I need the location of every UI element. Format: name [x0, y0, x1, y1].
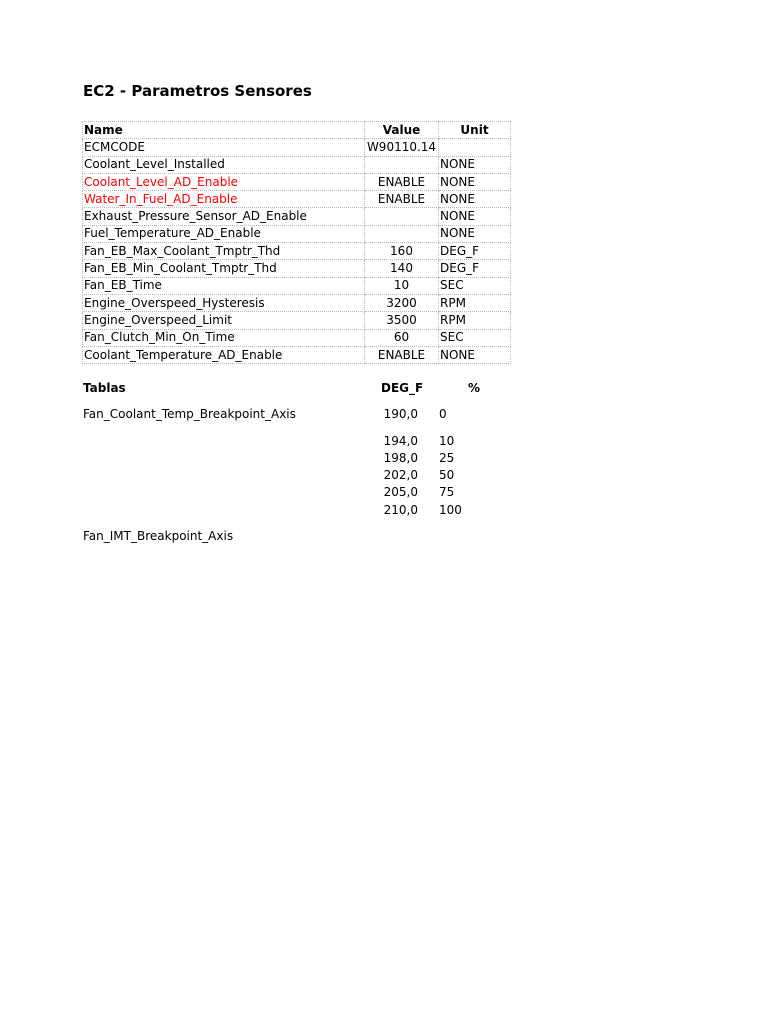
cell-value: [365, 208, 439, 225]
cell-unit: RPM: [439, 294, 511, 311]
page-title: EC2 - Parametros Sensores: [83, 82, 312, 100]
table-header-row: [83, 122, 511, 139]
cell-name: Engine_Overspeed_Limit: [83, 312, 365, 329]
cell-value: ENABLE: [365, 346, 439, 363]
cell-value: ENABLE: [365, 173, 439, 190]
cell-name: Engine_Overspeed_Hysteresis: [83, 294, 365, 311]
cell-value: [365, 225, 439, 242]
table-row: [83, 173, 511, 190]
cell-name: Fuel_Temperature_AD_Enable: [83, 225, 365, 242]
fan-coolant-axis-label: Fan_Coolant_Temp_Breakpoint_Axis: [83, 407, 296, 421]
table-row: [83, 208, 511, 225]
cell-unit: DEG_F: [439, 243, 511, 260]
axis-deg-value: 202,0: [383, 468, 418, 482]
table-row: [83, 225, 511, 242]
header-value: Value: [365, 122, 439, 139]
table-row: [83, 294, 511, 311]
cell-name: Fan_EB_Time: [83, 277, 365, 294]
cell-value: ENABLE: [365, 191, 439, 208]
cell-unit: NONE: [439, 225, 511, 242]
cell-value: 160: [365, 243, 439, 260]
tablas-header-pct: %: [468, 381, 481, 395]
axis-pct-value: 75: [439, 485, 455, 499]
table-row: [83, 191, 511, 208]
cell-name: Coolant_Temperature_AD_Enable: [83, 346, 365, 363]
tablas-header-deg: DEG_F: [381, 381, 424, 395]
table-row: [83, 260, 511, 277]
cell-name: Exhaust_Pressure_Sensor_AD_Enable: [83, 208, 365, 225]
cell-name: Coolant_Level_Installed: [83, 156, 365, 173]
axis-pct-value: 25: [439, 451, 455, 465]
cell-value: 3500: [365, 312, 439, 329]
table-row: [83, 156, 511, 173]
cell-unit: NONE: [439, 173, 511, 190]
cell-unit: SEC: [439, 329, 511, 346]
axis-deg-value: 190,0: [383, 407, 418, 421]
cell-value: 60: [365, 329, 439, 346]
cell-name: Water_In_Fuel_AD_Enable: [83, 191, 365, 208]
cell-unit: NONE: [439, 191, 511, 208]
cell-unit: DEG_F: [439, 260, 511, 277]
table-row: [83, 277, 511, 294]
header-name: Name: [83, 122, 365, 139]
cell-value: 3200: [365, 294, 439, 311]
axis-pct-value: 0: [439, 407, 447, 421]
cell-unit: SEC: [439, 277, 511, 294]
cell-unit: [439, 139, 511, 156]
cell-name: Fan_Clutch_Min_On_Time: [83, 329, 365, 346]
cell-name: ECMCODE: [83, 139, 365, 156]
axis-deg-value: 210,0: [383, 503, 418, 517]
fan-imt-axis-label: Fan_IMT_Breakpoint_Axis: [83, 529, 234, 543]
table-row: [83, 139, 511, 156]
cell-value: 140: [365, 260, 439, 277]
axis-pct-value: 10: [439, 434, 455, 448]
axis-deg-value: 205,0: [383, 485, 418, 499]
cell-unit: NONE: [439, 156, 511, 173]
header-unit: Unit: [439, 122, 511, 139]
cell-unit: NONE: [439, 208, 511, 225]
axis-pct-value: 50: [439, 468, 455, 482]
parameters-table: [82, 121, 511, 364]
table-row: [83, 312, 511, 329]
tablas-header-label: Tablas: [83, 381, 126, 395]
cell-value: [365, 156, 439, 173]
axis-deg-value: 194,0: [383, 434, 418, 448]
axis-deg-value: 198,0: [383, 451, 418, 465]
cell-value: 10: [365, 277, 439, 294]
cell-name: Fan_EB_Min_Coolant_Tmptr_Thd: [83, 260, 365, 277]
cell-name: Fan_EB_Max_Coolant_Tmptr_Thd: [83, 243, 365, 260]
cell-unit: RPM: [439, 312, 511, 329]
parameters-table-body: [83, 139, 511, 364]
axis-pct-value: 100: [439, 503, 462, 517]
cell-unit: NONE: [439, 346, 511, 363]
table-row: [83, 243, 511, 260]
cell-name: Coolant_Level_AD_Enable: [83, 173, 365, 190]
table-row: [83, 346, 511, 363]
cell-value: W90110.14: [365, 139, 439, 156]
table-row: [83, 329, 511, 346]
